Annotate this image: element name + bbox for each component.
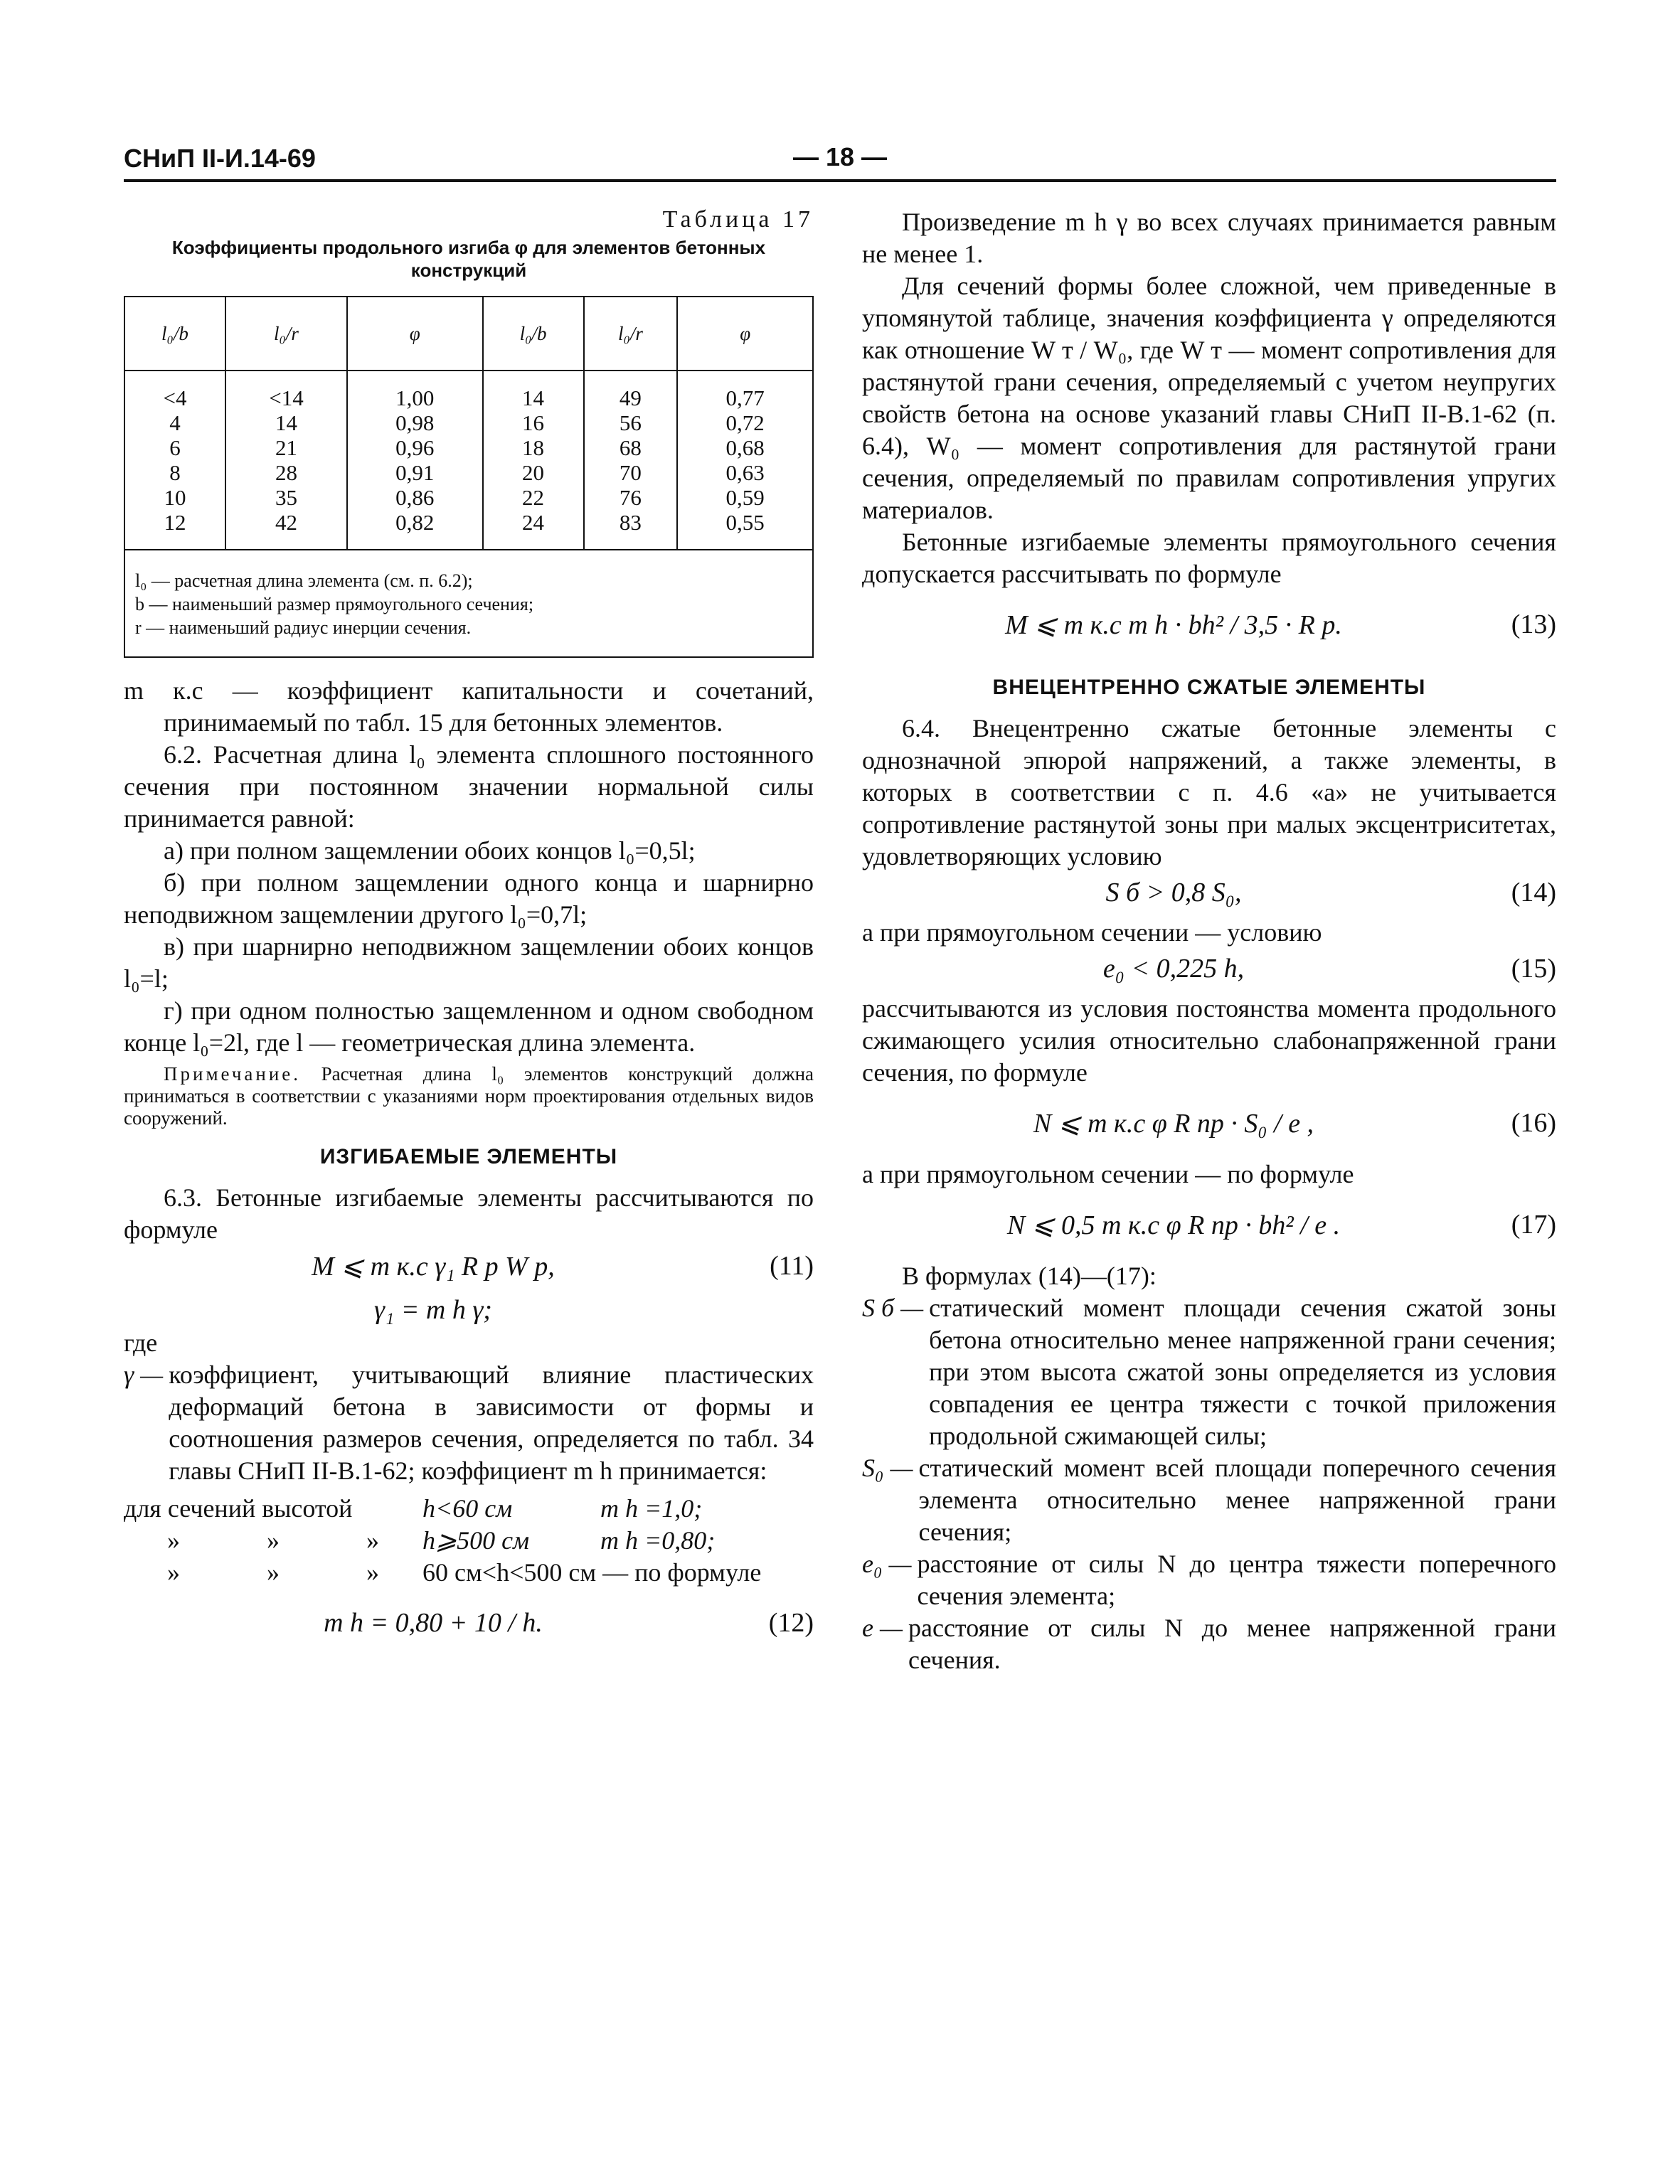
note: [124, 1063, 814, 1129]
table-cell: 35: [225, 485, 347, 510]
paragraph-rect-formula: а при прямоугольном сечении — по формуле: [862, 1160, 1354, 1188]
paragraph-6-2-a: а) при полном защемлении обоих концов l₀=0,5l;: [164, 836, 696, 865]
formula-14-expr: S б > 0,8 S₀,: [1105, 878, 1242, 907]
paragraph-6-4: 6.4. Внецентренно сжатые бетонные элементы с однозначной эпюрой напряжений, а также элементы, в которых в соответствии с п. 4.6 «а» не учитывается сопротивление растянутой зоны при малых эксцентриситетах, удовлетворяющих условию: [862, 714, 1556, 870]
formula-16-number: (16): [1511, 1108, 1556, 1138]
case-condition: 60 см<h<500 см — по формуле: [422, 1558, 762, 1587]
table-header-row: [124, 297, 813, 371]
table-cell: 0,91: [347, 460, 483, 485]
table-cell: 0,68: [677, 435, 813, 460]
definition-symbol: e₀ —: [862, 1550, 912, 1578]
paragraph-rect-condition: а при прямоугольном сечении — условию: [862, 918, 1322, 947]
definition-text: расстояние от силы N до центра тяжести поперечного сечения элемента;: [917, 1550, 1556, 1610]
case-text: для сечений высотой: [124, 1494, 353, 1523]
definition-row: [862, 1548, 1556, 1612]
formula-15-expr: e₀ < 0,225 h,: [1102, 954, 1245, 984]
formula-16: [862, 1089, 1556, 1158]
case-row: [124, 1493, 814, 1525]
table-cell: 14: [225, 410, 347, 435]
case-condition: h⩾500 см: [422, 1526, 530, 1555]
definition-row: [862, 1612, 1556, 1676]
formula-14-number: (14): [1511, 878, 1556, 907]
table-cell: 4: [124, 410, 225, 435]
table-cell: 0,77: [677, 371, 813, 410]
left-column: [124, 206, 814, 1658]
formula-12-expr: m h = 0,80 + 10 / h.: [324, 1608, 543, 1638]
table-cell: 0,55: [677, 510, 813, 550]
case-row: [124, 1557, 814, 1589]
table-cell: 76: [584, 485, 678, 510]
ditto-mark: »: [267, 1526, 280, 1555]
table-cell: 10: [124, 485, 225, 510]
paragraph-6-3: 6.3. Бетонные изгибаемые элементы рассчитываются по формуле: [124, 1183, 814, 1244]
table-note: l₀ — расчетная длина элемента (см. п. 6.2);: [135, 570, 473, 591]
paragraph-6-2-b: б) при полном защемлении одного конца и шарнирно неподвижном защемлении другого l₀=0,7l;: [124, 868, 814, 929]
running-header: [124, 142, 1556, 185]
table-cell: 56: [584, 410, 678, 435]
mkc-definition: m к.с — коэффициент капитальности и сочетаний, принимаемый по табл. 15 для бетонных элементов.: [124, 676, 814, 737]
table-cell: 42: [225, 510, 347, 550]
table-cell: 1,00: [347, 371, 483, 410]
formula-16-expr: N ⩽ m к.с φ R пр · S₀ / e ,: [1033, 1109, 1314, 1139]
table-cell: 0,72: [677, 410, 813, 435]
table-number: Таблица 17: [662, 206, 814, 233]
formula-15: [862, 949, 1556, 993]
formula-13: [862, 590, 1556, 660]
table-header-cell: l₀/b: [124, 297, 225, 371]
table-cell: 24: [483, 510, 584, 550]
table-title: Коэффициенты продольного изгиба φ для элементов бетонных конструкций: [171, 237, 766, 281]
table-header-cell: l₀/b: [483, 297, 584, 371]
formula-12-number: (12): [768, 1608, 814, 1638]
header-rule: [124, 179, 1556, 182]
paragraph-product: Произведение m h γ во всех случаях принимается равным не менее 1.: [862, 208, 1556, 268]
table-cell: 28: [225, 460, 347, 485]
height-cases: [124, 1493, 814, 1589]
formula-17-number: (17): [1511, 1210, 1556, 1240]
table-row: [124, 510, 813, 550]
table-cell: 6: [124, 435, 225, 460]
table-cell: 70: [584, 460, 678, 485]
paragraph-rectangular: Бетонные изгибаемые элементы прямоугольного сечения допускается рассчитывать по формуле: [862, 528, 1556, 588]
table-row: [124, 371, 813, 410]
formula-11b-expr: γ₁ = m h γ;: [374, 1295, 492, 1325]
paragraph-complex-sections: Для сечений формы более сложной, чем приведенные в упомянутой таблице, значения коэффициента γ определяются как отношение W т / W₀, где W т — момент сопротивления для растянутой грани сечения, определяемый с учетом неупругих свойств бетона на основе указаний главы СНиП II-В.1-62 (п. 6.4), W₀ — момент сопротивления для растянутой грани сечения, определяемый по правилам сопротивления упругих материалов.: [862, 272, 1556, 524]
definition-text: расстояние от силы N до менее напряженной грани сечения.: [908, 1614, 1556, 1674]
symbol-definitions: [862, 1292, 1556, 1676]
table-cell: 0,98: [347, 410, 483, 435]
table-cell: 21: [225, 435, 347, 460]
table-cell: 0,82: [347, 510, 483, 550]
gamma-definition: [124, 1359, 814, 1487]
coefficient-table: [124, 296, 814, 658]
table-note: b — наименьший размер прямоугольного сечения;: [135, 594, 534, 614]
definition-text: коэффициент, учитывающий влияние пластических деформаций бетона в зависимости от формы и соотношения размеров сечения, определяется по табл. 34 главы СНиП II-В.1-62; коэффициент m h принимается:: [169, 1360, 814, 1485]
formula-13-number: (13): [1511, 609, 1556, 639]
table-row: [124, 435, 813, 460]
where-label: где: [124, 1328, 158, 1357]
definition-text: статический момент всей площади поперечного сечения элемента относительно менее напряженной грани сечения;: [918, 1454, 1556, 1546]
definition-symbol: γ —: [124, 1360, 164, 1389]
paragraph-6-2-c: в) при шарнирно неподвижном защемлении обоих концов l₀=l;: [124, 932, 814, 993]
note-label: Примечание.: [164, 1063, 302, 1085]
table-cell: 83: [584, 510, 678, 550]
note-text: Расчетная длина l₀ элементов конструкций должна приниматься в соответствии с указаниями норм проектирования отдельных видов сооружений.: [124, 1063, 814, 1129]
table-cell: 0,96: [347, 435, 483, 460]
definition-row: [862, 1452, 1556, 1548]
formula-14: [862, 873, 1556, 917]
table-cell: 0,86: [347, 485, 483, 510]
table-cell: 14: [483, 371, 584, 410]
table-cell: 0,63: [677, 460, 813, 485]
formula-11-number: (11): [770, 1251, 814, 1281]
section-heading-eccentric: ВНЕЦЕНТРЕННО СЖАТЫЕ ЭЛЕМЕНТЫ: [992, 676, 1426, 699]
table-cell: 8: [124, 460, 225, 485]
right-column: [862, 206, 1556, 1676]
table-cell: <14: [225, 371, 347, 410]
ditto-mark: »: [167, 1526, 180, 1555]
table-cell: 16: [483, 410, 584, 435]
definition-row: [862, 1292, 1556, 1452]
paragraph-in-formulas: В формулах (14)—(17):: [902, 1262, 1157, 1290]
formula-15-number: (15): [1511, 954, 1556, 984]
table-row: [124, 485, 813, 510]
table-cell: 49: [584, 371, 678, 410]
table-cell: 68: [584, 435, 678, 460]
table-cell: 0,59: [677, 485, 813, 510]
ditto-mark: »: [366, 1558, 379, 1587]
table-header-cell: φ: [347, 297, 483, 371]
page-number: — 18 —: [792, 142, 888, 171]
case-row: [124, 1525, 814, 1557]
table-cell: 18: [483, 435, 584, 460]
formula-17: [862, 1190, 1556, 1260]
table-row: [124, 410, 813, 435]
ditto-mark: »: [167, 1558, 180, 1587]
table-cell: <4: [124, 371, 225, 410]
table-notes: [124, 550, 813, 657]
table-notes-row: [124, 550, 813, 657]
definition-symbol: e —: [862, 1614, 903, 1642]
case-condition: h<60 см: [422, 1494, 513, 1523]
definition-symbol: S₀ —: [862, 1454, 913, 1482]
ditto-mark: »: [267, 1558, 280, 1587]
formula-11-expr: M ⩽ m к.с γ₁ R р W р,: [312, 1252, 555, 1282]
table-cell: 22: [483, 485, 584, 510]
formula-13-expr: M ⩽ m к.с m h · bh² / 3,5 · R р.: [1005, 610, 1342, 640]
table-header-cell: l₀/r: [584, 297, 678, 371]
paragraph-calculated: рассчитываются из условия постоянства момента продольного сжимающего усилия относительно слабонапряженной грани сечения, по формуле: [862, 994, 1556, 1087]
table-cell: 12: [124, 510, 225, 550]
definition-text: статический момент площади сечения сжатой зоны бетона относительно менее напряженной грани сечения; при этом высота сжатой зоны определяется из условия совпадения ее центра тяжести с точкой приложения продольной сжимающей силы;: [929, 1294, 1556, 1450]
definition-symbol: S б —: [862, 1294, 924, 1322]
document-code: СНиП II-И.14-69: [124, 144, 316, 173]
formula-12: [124, 1589, 814, 1658]
formula-11b: [124, 1290, 814, 1327]
case-value: m h =0,80;: [600, 1526, 716, 1555]
formula-11: [124, 1246, 814, 1290]
table-cell: 20: [483, 460, 584, 485]
section-heading-bending: ИЗГИБАЕМЫЕ ЭЛЕМЕНТЫ: [319, 1145, 618, 1168]
paragraph-6-2-d: г) при одном полностью защемленном и одном свободном конце l₀=2l, где l — геометрическая длина элемента.: [124, 996, 814, 1057]
table-note: r — наименьший радиус инерции сечения.: [135, 617, 472, 638]
formula-17-expr: N ⩽ 0,5 m к.с φ R пр · bh² / e .: [1006, 1210, 1341, 1240]
table-header-cell: l₀/r: [225, 297, 347, 371]
ditto-mark: »: [366, 1526, 379, 1555]
paragraph-6-2: 6.2. Расчетная длина l₀ элемента сплошного постоянного сечения при постоянном значении нормальной силы принимается равной:: [124, 740, 814, 833]
table-header-cell: φ: [677, 297, 813, 371]
table-row: [124, 460, 813, 485]
case-value: m h =1,0;: [600, 1494, 703, 1523]
definition-row: [124, 1359, 814, 1487]
